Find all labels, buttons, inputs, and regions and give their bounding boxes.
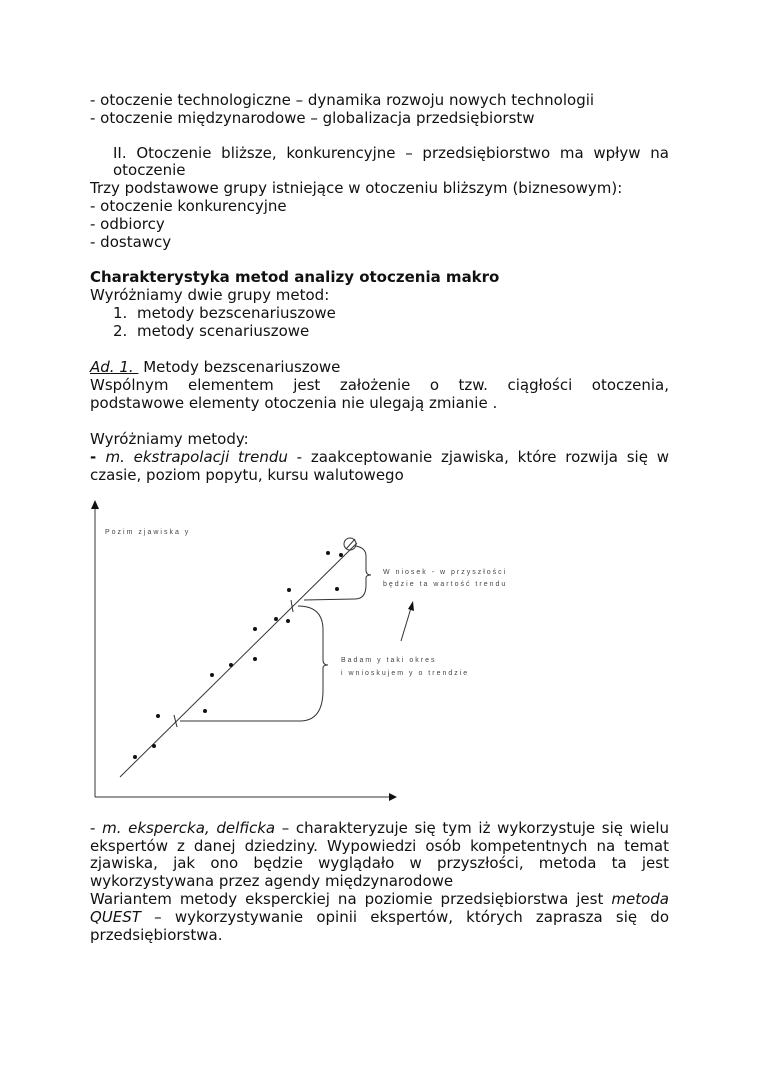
- dash: -: [90, 819, 103, 837]
- list-label: metody scenariuszowe: [137, 322, 310, 340]
- period-brace: [180, 606, 328, 721]
- dash: -: [90, 448, 106, 466]
- quest-text-part: Wariantem metody eksperckiej na poziomie przedsiębiorstwa jest: [90, 890, 612, 908]
- data-point: [156, 714, 160, 718]
- ad1-prefix: Ad. 1.: [90, 358, 139, 376]
- env-item-international: - otoczenie międzynarodowe – globalizacja przedsiębiorstw: [90, 109, 535, 127]
- trend-method-cont: czasie, poziom popytu, kursu walutowego: [90, 466, 404, 484]
- quest-text: [90, 908, 669, 926]
- data-point: [287, 588, 291, 592]
- pointer-arrow: [401, 608, 411, 641]
- forecast-brace: [304, 546, 371, 600]
- data-point: [152, 744, 156, 748]
- quest-name: QUEST: [90, 908, 141, 926]
- trend-line: [120, 543, 357, 777]
- data-point: [229, 663, 233, 667]
- quest-text-italic: metoda: [611, 890, 669, 908]
- quest-text: przedsiębiorstwa.: [90, 926, 223, 944]
- data-point: [286, 619, 290, 623]
- methods-heading: Charakterystyka metod analizy otoczenia makro: [90, 268, 500, 286]
- list-number: 1.: [113, 304, 128, 322]
- trend-method-desc: - zaakceptowanie zjawiska, które rozwija się w: [287, 448, 669, 466]
- data-point: [335, 587, 339, 591]
- y-axis-label: Pozim zjawiska y: [105, 529, 191, 536]
- delphi-text: zjawiska, jak ono będzie wyglądało w przyszłości, metoda ta jest: [90, 854, 669, 872]
- group-item: - otoczenie konkurencyjne: [90, 197, 287, 215]
- section-2-heading-cont: otoczenie: [113, 161, 186, 179]
- ad1-text: Wspólnym elementem jest założenie o tzw. ciągłości otoczenia,: [90, 376, 669, 394]
- list-number: 2.: [113, 322, 128, 340]
- trend-method-name: m. ekstrapolacji trendu: [105, 448, 288, 466]
- delphi-text: wykorzystywana przez agendy międzynarodowe: [90, 872, 454, 890]
- delphi-text: ekspertów z danej dziedziny. Wypowiedzi osób kompetentnych na temat: [90, 837, 669, 855]
- ad1-title: Metody bezscenariuszowe: [143, 358, 341, 376]
- period-label: i wnioskujem y o trendzie: [341, 670, 470, 677]
- env-item-technological: - otoczenie technologiczne – dynamika rozwoju nowych technologii: [90, 91, 595, 109]
- x-axis-arrow: [389, 793, 397, 801]
- period-label: Badam y taki okres: [341, 657, 437, 664]
- conclusion-label: będzie ta wartość trendu: [383, 581, 508, 588]
- data-point: [133, 755, 137, 759]
- data-point: [274, 617, 278, 621]
- delphi-desc: – charakteryzuje się tym iż wykorzystuje się wielu: [275, 819, 670, 837]
- data-point: [339, 553, 343, 557]
- data-point: [253, 627, 257, 631]
- delphi-method-name: m. ekspercka, delficka: [102, 819, 276, 837]
- ad1-text: podstawowe elementy otoczenia nie ulegają zmianie .: [90, 394, 498, 412]
- methods-intro: Wyróżniamy dwie grupy metod:: [90, 286, 330, 304]
- groups-intro: Trzy podstawowe grupy istniejące w otoczeniu bliższym (biznesowym):: [90, 179, 623, 197]
- data-point: [203, 709, 207, 713]
- y-axis-arrow: [91, 500, 99, 509]
- conclusion-label: W niosek - w przyszłości: [383, 569, 508, 576]
- quest-text-part: – wykorzystywanie opinii ekspertów, których zaprasza się do: [140, 908, 669, 926]
- delphi-method: [90, 819, 669, 837]
- group-item: - dostawcy: [90, 233, 172, 251]
- data-point: [210, 673, 214, 677]
- quest-text: [90, 890, 669, 908]
- list-label: metody bezscenariuszowe: [137, 304, 336, 322]
- data-point: [326, 551, 330, 555]
- section-2-heading: II. Otoczenie bliższe, konkurencyjne – przedsiębiorstwo ma wpływ na: [113, 144, 669, 162]
- methods-list-intro: Wyróżniamy metody:: [90, 430, 249, 448]
- group-item: - odbiorcy: [90, 215, 165, 233]
- data-point: [253, 657, 257, 661]
